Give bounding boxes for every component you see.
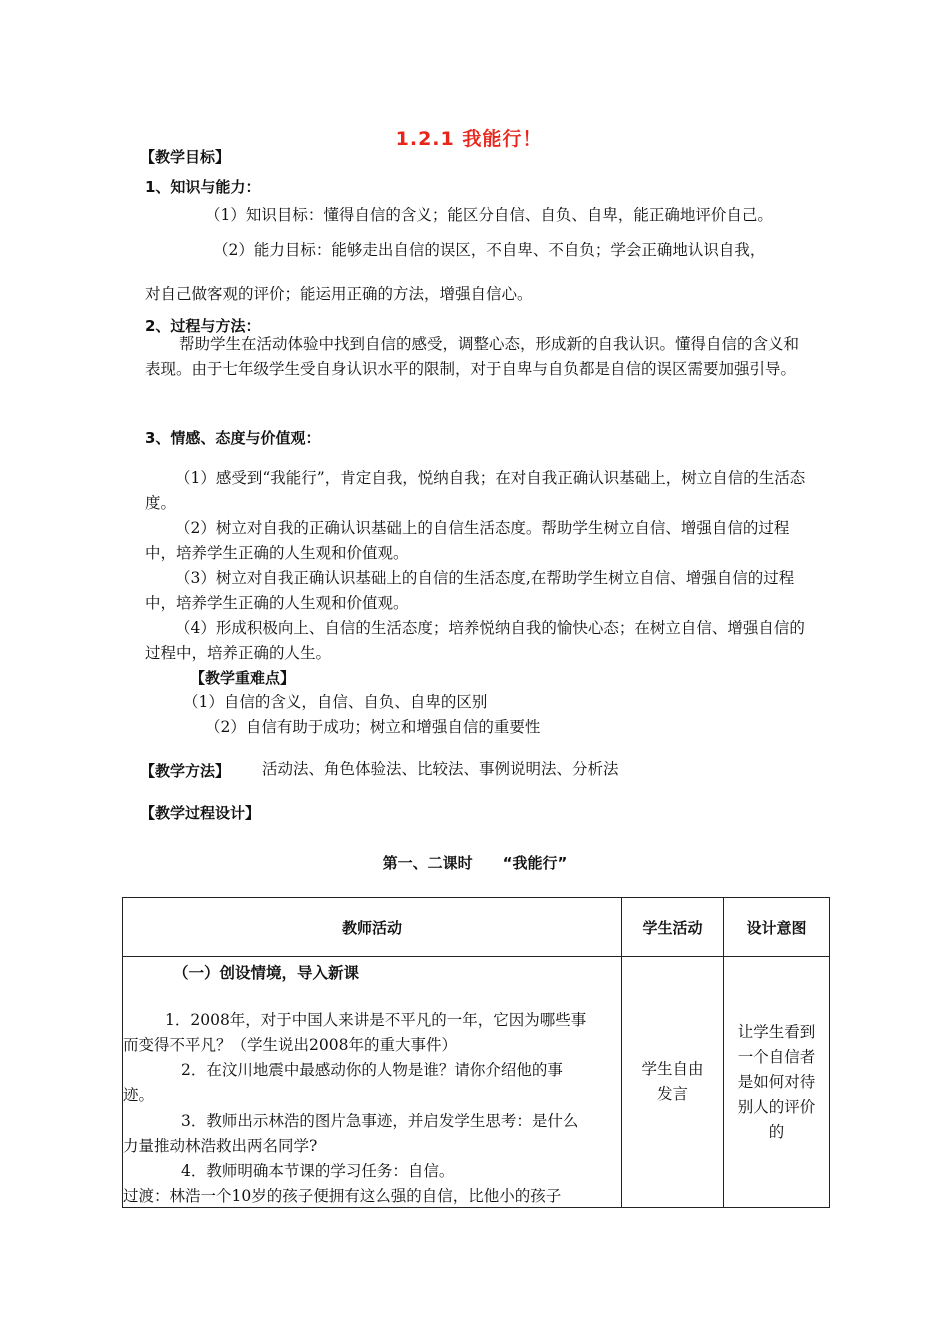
design-intent-line: 别人的评价 — [737, 1097, 816, 1116]
design-intent-line: 一个自信者 — [737, 1047, 816, 1066]
knowledge-line-1: （1）知识目标：懂得自信的含义；能区分自信、自负、自卑，能正确地评价自己。 — [205, 206, 773, 224]
knowledge-heading: 1、知识与能力： — [145, 178, 261, 196]
lesson-title: 第一、二课时 “我能行” — [382, 854, 568, 872]
ability-line-2: 对自己做客观的评价；能运用正确的方法，增强自信心。 — [145, 285, 533, 303]
header-student-activity: 学生活动 — [622, 898, 724, 957]
design-intent-cell — [724, 957, 830, 1208]
student-activity-line: 发言 — [656, 1085, 688, 1103]
emotion-paragraph-2: （2）树立对自我的正确认识基础上的自信生活态度。帮助学生树立自信、增强自信的过程中，培养学生正确的人生观和价值观。 — [145, 519, 790, 562]
activity-line: 迹。 — [123, 1086, 155, 1104]
methods-heading: 【教学方法】 — [140, 762, 231, 780]
student-activity-cell — [622, 957, 724, 1208]
emotion-paragraph-1: （1）感受到“我能行”，肯定自我，悦纳自我；在对自我正确认识基础上，树立自信的生活态度。 — [145, 469, 806, 512]
process-design-heading: 【教学过程设计】 — [140, 804, 261, 822]
process-paragraph: 帮助学生在活动体验中找到自信的感受，调整心态，形成新的自我认识。懂得自信的含义和表现。由于七年级学生受自身认识水平的限制，对于自卑与自负都是自信的误区需要加强引导。 — [145, 335, 800, 378]
teacher-activity-cell — [123, 957, 622, 1208]
activity-line: 而变得不平凡？（学生说出2008年的重大事件） — [123, 1036, 457, 1054]
key-point-1: （1）自信的含义，自信、自负、自卑的区别 — [183, 693, 488, 711]
activity-line: 4．教师明确本节课的学习任务：自信。 — [181, 1162, 455, 1180]
student-activity-line: 学生自由 — [641, 1060, 704, 1078]
key-points-heading: 【教学重难点】 — [190, 669, 296, 687]
process-heading: 2、过程与方法： — [145, 317, 261, 335]
table-header-row — [123, 898, 830, 957]
activity-line: 过渡：林浩一个10岁的孩子便拥有这么强的自信，比他小的孩子 — [123, 1187, 562, 1205]
design-intent-line: 让学生看到 — [737, 1022, 816, 1041]
activity-line: 1．2008年，对于中国人来讲是不平凡的一年，它因为哪些事 — [165, 1011, 587, 1029]
design-intent-line: 的 — [768, 1122, 785, 1141]
design-intent-line: 是如何对待 — [737, 1072, 816, 1091]
table-row — [123, 957, 830, 1208]
header-design-intent: 设计意图 — [724, 898, 830, 957]
emotion-paragraph-3: （3）树立对自我正确认识基础上的自信的生活态度,在帮助学生树立自信、增强自信的过程中，培养学生正确的人生观和价值观。 — [145, 569, 795, 612]
section-title: （一）创设情境，导入新课 — [173, 964, 360, 982]
lesson-table — [122, 897, 830, 1208]
emotion-heading: 3、情感、态度与价值观： — [145, 429, 321, 447]
activity-line: 2．在汶川地震中最感动你的人物是谁？请你介绍他的事 — [181, 1061, 563, 1079]
activity-line: 3．教师出示林浩的图片急事迹，并启发学生思考：是什么 — [181, 1112, 579, 1130]
activity-line: 力量推动林浩救出两名同学? — [123, 1137, 318, 1155]
key-point-2: （2）自信有助于成功；树立和增强自信的重要性 — [205, 718, 541, 736]
emotion-paragraph-4: （4）形成积极向上、自信的生活态度；培养悦纳自我的愉快心态；在树立自信、增强自信的过程中，培养正确的人生。 — [145, 619, 805, 662]
ability-line-1: （2）能力目标：能够走出自信的误区，不自卑、不自负；学会正确地认识自我， — [213, 241, 766, 259]
methods-text: 活动法、角色体验法、比较法、事例说明法、分析法 — [262, 760, 619, 778]
objectives-heading: 【教学目标】 — [140, 148, 231, 166]
header-teacher-activity: 教师活动 — [123, 898, 622, 957]
page-title: 1.2.1 我能行！ — [395, 128, 543, 150]
